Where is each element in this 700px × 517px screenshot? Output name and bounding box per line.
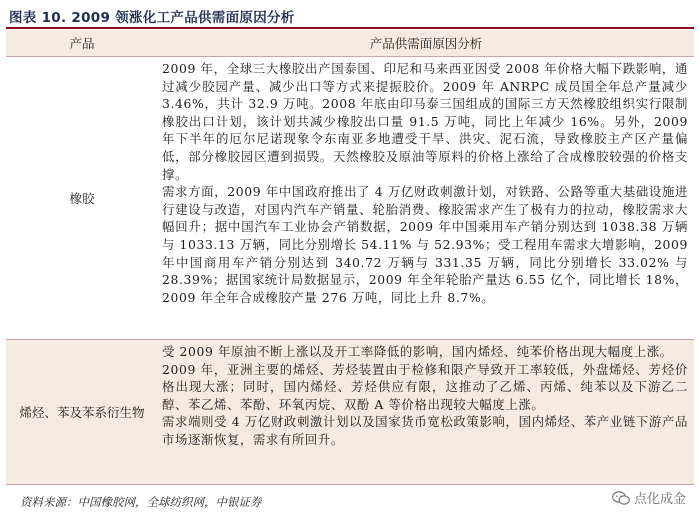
header-product: 产品: [69, 36, 95, 51]
analysis-table: [6, 30, 694, 485]
watermark: [612, 488, 686, 507]
table-header: [6, 30, 694, 57]
table-row: [6, 340, 694, 485]
analysis-cell: [158, 57, 694, 339]
product-cell: 烯烃、苯及苯系衍生物: [19, 405, 145, 420]
wechat-icon: [612, 491, 630, 505]
analysis-paragraph: 2009 年，亚洲主要的烯烃、芳烃装置由于检修和限产导致开工率较低，外盘烯烃、芳烃价格出现大涨；同时，国内烯烃、芳烃供应有限，这推动了乙烯、丙烯、纯苯以及下游乙二醇、苯乙烯、苯酚、环氧丙烷、双酚 A 等价格出现较大幅度上涨。: [162, 361, 688, 412]
watermark-text: 点化成金: [633, 492, 686, 507]
analysis-paragraph: 受 2009 年原油不断上涨以及开工率降低的影响，国内烯烃、纯苯价格出现大幅度上涨。: [162, 344, 673, 359]
analysis-cell: [158, 340, 694, 484]
analysis-paragraph: 需求端则受 4 万亿财政刺激计划以及国家货币宽松政策影响，国内烯烃、苯产业链下游产品市场逐渐恢复，需求有所回升。: [162, 414, 688, 447]
figure-title: 图表 10. 2009 领涨化工产品供需面原因分析: [9, 10, 295, 26]
table-row: [6, 57, 694, 340]
header-analysis: 产品供需面原因分析: [369, 36, 483, 51]
product-cell: 橡胶: [69, 191, 95, 206]
source-note: 资料来源：中国橡胶网，全球纺织网，中银证券: [20, 495, 262, 509]
analysis-paragraph: 2009 年，全球三大橡胶出产国泰国、印尼和马来西亚因受 2008 年价格大幅下跌影响，通过减少胶园产量、减少出口等方式来提振胶价。2009 年 ANRPC 成员国全年总产量减少 3.46%，共计 32.9 万吨。2008 年底由印马泰三国组成的国际三方天然橡胶组织实行限制橡胶出口计划，该计划共减少橡胶出口量 91.5 万吨，同比上年减少 16%。另外，2009 年下半年的厄尔尼诺现象令东南亚多地遭受干旱、洪灾、泥石流，导致橡胶主产区产量偏低，部分橡胶园区遭到损毁。天然橡胶及原油等原料的价格上涨给了合成橡胶较强的价格支撑。: [162, 61, 688, 182]
analysis-paragraph: 需求方面，2009 年中国政府推出了 4 万亿财政刺激计划，对铁路、公路等重大基础设施进行建设与改造，对国内汽车产销量、轮胎消费、橡胶需求产生了极有力的拉动，橡胶需求大幅回升；据中国汽车工业协会产销数据，2009 年中国乘用车产销分别达到 1038.38 万辆与 1033.13 万辆，同比分别增长 54.11% 与 52.93%；受工程用车需求大增影响，2009 年中国商用车产销分别达到 340.72 万辆与 331.35 万辆，同比分别增长 33.02% 与 28.39%；据国家统计局数据显示，2009 年全年轮胎产量达 6.55 亿个，同比增长 18%，2009 年全年合成橡胶产量 276 万吨，同比上升 8.7%。: [162, 184, 688, 305]
title-divider: [6, 27, 694, 29]
